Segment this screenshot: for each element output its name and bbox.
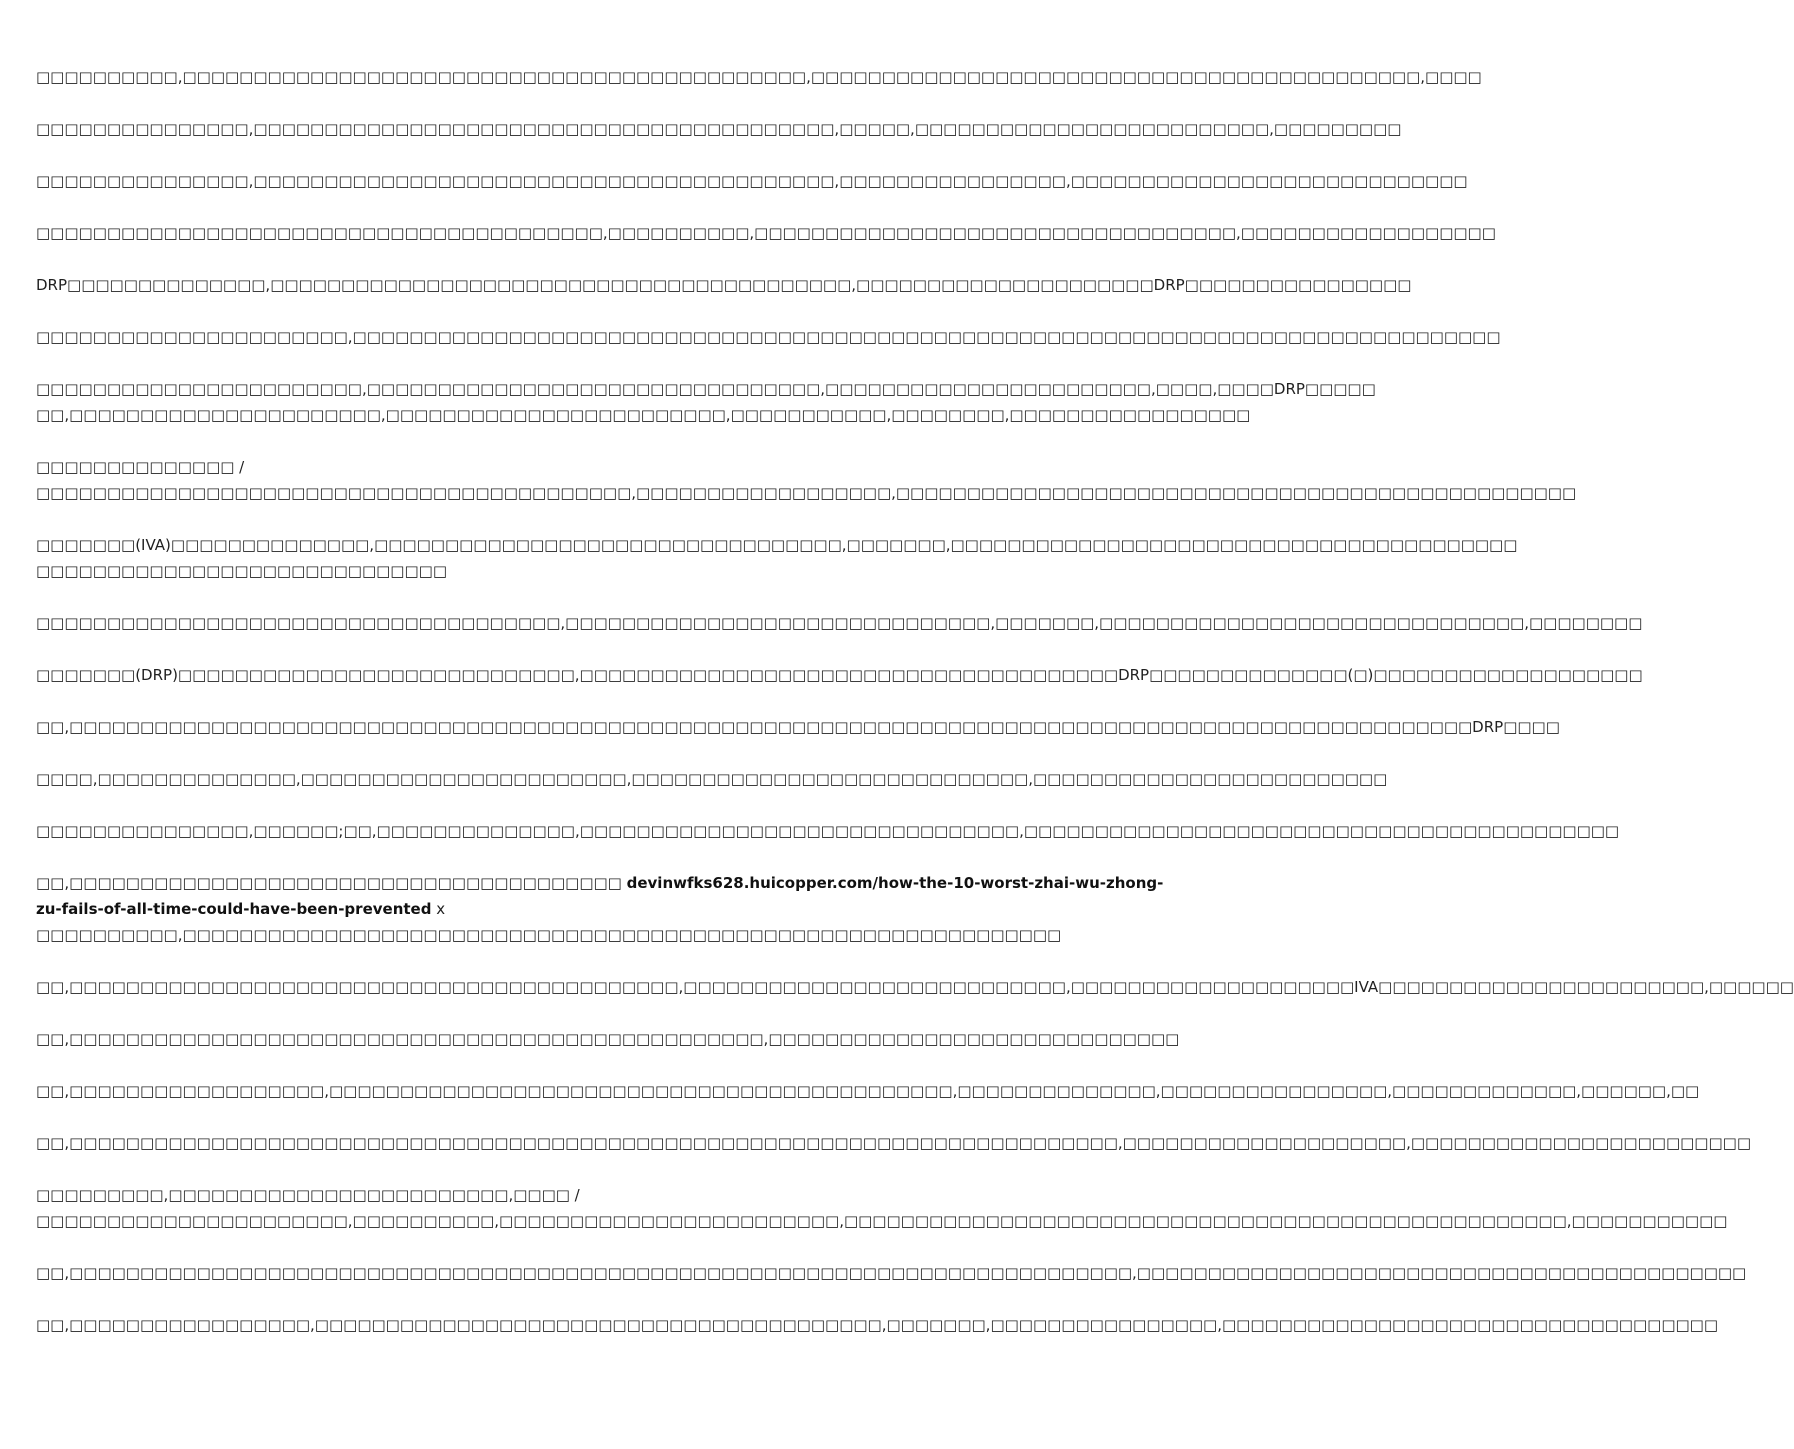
paragraph-line [36,766,1388,792]
paragraph [36,116,1402,142]
paragraph-line [36,116,1402,142]
article-body [36,64,1794,1364]
paragraph [36,610,1643,636]
paragraph-line [36,1312,1719,1338]
paragraph-line [36,532,1518,558]
text-run: □□□□□□□□□□□□□□□□□□□□□□□□□□□□□□□□□□□□□□□□,□□□□□□□□□□,□□□□□□□□□□□□□□□□□□□□□□□□□□□□□□□□□□,□□□□□□□□□□□□□□□□□□ [36,224,1496,242]
text-run: □□□□□□□□□□□□□□□□□□□□□□,□□□□□□□□□□,□□□□□□□□□□□□□□□□□□□□□□□□,□□□□□□□□□□□□□□□□□□□□□□□□□□□□□□□□□□□□□□□□□□□□□□□□□□□,□□□□□□□□□□□ [36,1212,1728,1230]
paragraph [36,220,1496,246]
text-run: □□,□□□□□□□□□□□□□□□□□□□□□□,□□□□□□□□□□□□□□□□□□□□□□□□,□□□□□□□□□□□,□□□□□□□□,□□□□□□□□□□□□□□□□□ [36,406,1251,424]
paragraph [36,168,1468,194]
text-run: □□,□□□□□□□□□□□□□□□□□,□□□□□□□□□□□□□□□□□□□□□□□□□□□□□□□□□□□□□□□□,□□□□□□□,□□□□□□□□□□□□□□□□,□□□□□□□□□□□□□□□□□□□□□□□□□□□□□□□□□□□ [36,1316,1719,1334]
paragraph-line [36,922,1062,948]
paragraph [36,64,1482,90]
paragraph-line [36,610,1643,636]
text-run: □□□□□□□□□□□□□□□,□□□□□□;□□,□□□□□□□□□□□□□□,□□□□□□□□□□□□□□□□□□□□□□□□□□□□□□□,□□□□□□□□□□□□□□□□□□□□□□□□□□□□□□□□□□□□□□□□□□ [36,822,1620,840]
text-run: □□□□□□□(DRP)□□□□□□□□□□□□□□□□□□□□□□□□□□□□,□□□□□□□□□□□□□□□□□□□□□□□□□□□□□□□□□□□□□□DRP□□□□□□□□□□□□□□(□)□□□□□□□□□□□□□□□□□□□ [36,666,1643,684]
paragraph [36,454,1577,506]
paragraph-line [36,1182,989,1208]
paragraph-line [36,662,1643,688]
paragraph-line [36,454,989,480]
paragraph [36,1260,1747,1286]
paragraph-line [36,870,1164,896]
text-run: □□□□□□□□□,□□□□□□□□□□□□□□□□□□□□□□□□,□□□□ / [36,1186,580,1204]
paragraph [36,324,1501,350]
text-run: □□□□□□□□□□□□□□□,□□□□□□□□□□□□□□□□□□□□□□□□□□□□□□□□□□□□□□□□□,□□□□□□□□□□□□□□□□,□□□□□□□□□□□□□□□□□□□□□□□□□□□□ [36,172,1468,190]
paragraph [36,974,1794,1000]
text-run: □□,□□□□□□□□□□□□□□□□□□□□□□□□□□□□□□□□□□□□□□□□□□□,□□□□□□□□□□□□□□□□□□□□□□□□□□□,□□□□□□□□□□□□□□□□□□□□IVA□□□□□□□□□□□□□□□□□□□□□□□,□□□□□□ [36,978,1794,996]
paragraph-line [36,64,1482,90]
paragraph-line [36,220,1496,246]
paragraph [36,272,1412,298]
paragraph [36,532,1518,584]
text-run: □□□□□□□□□□□□□□□□□□□□□□□□□□□□□ [36,562,447,580]
text-run: □□□□□□□□□□□□□□□□□□□□□□□□□□□□□□□□□□□□□,□□□□□□□□□□□□□□□□□□□□□□□□□□□□□□,□□□□□□□,□□□□□□□□□□□□□□□□□□□□□□□□□□□□□□,□□□□□□□□ [36,614,1643,632]
text-run: □□□□□□□□□□,□□□□□□□□□□□□□□□□□□□□□□□□□□□□□□□□□□□□□□□□□□□□□□□□□□□□□□□□□□□□□□ [36,926,1062,944]
paragraph [36,1182,1728,1234]
text-run: □□,□□□□□□□□□□□□□□□□□□□□□□□□□□□□□□□□□□□□□□□ [36,874,627,892]
paragraph [36,1312,1719,1338]
paragraph [36,714,1560,740]
text-run: □□□□,□□□□□□□□□□□□□□,□□□□□□□□□□□□□□□□□□□□□□□,□□□□□□□□□□□□□□□□□□□□□□□□□□□□,□□□□□□□□□□□□□□□□□□□□□□□□□ [36,770,1388,788]
paragraph-line [36,1078,1700,1104]
text-run: □□,□□□□□□□□□□□□□□□□□□□□□□□□□□□□□□□□□□□□□□□□□□□□□□□□□,□□□□□□□□□□□□□□□□□□□□□□□□□□□□□ [36,1030,1180,1048]
paragraph-line [36,1130,1751,1156]
paragraph-line [36,818,1620,844]
text-run: □□□□□□□(IVA)□□□□□□□□□□□□□□,□□□□□□□□□□□□□□□□□□□□□□□□□□□□□□□□□,□□□□□□□,□□□□□□□□□□□□□□□□□□□□□□□□□□□□□□□□□□□□□□□□ [36,536,1518,554]
paragraph [36,870,1164,948]
text-run: □□□□□□□□□□□□□□□□□□□□□□□,□□□□□□□□□□□□□□□□□□□□□□□□□□□□□□□□,□□□□□□□□□□□□□□□□□□□□□□□,□□□□,□□□□DRP□□□□□ [36,380,1376,398]
text-run: □□,□□□□□□□□□□□□□□□□□□□□□□□□□□□□□□□□□□□□□□□□□□□□□□□□□□□□□□□□□□□□□□□□□□□□□□□□□□□,□□□□□□□□□□□□□□□□□□□□□□□□□□□□□□□□□□□□□□□□□□□ [36,1264,1747,1282]
article-link[interactable]: zu-fails-of-all-time-could-have-been-prevented [36,900,432,918]
text-run: □□,□□□□□□□□□□□□□□□□□□□□□□□□□□□□□□□□□□□□□□□□□□□□□□□□□□□□□□□□□□□□□□□□□□□□□□□□□□,□□□□□□□□□□□□□□□□□□□□,□□□□□□□□□□□□□□□□□□□□□□□□ [36,1134,1751,1152]
text-run: □□,□□□□□□□□□□□□□□□□□□,□□□□□□□□□□□□□□□□□□□□□□□□□□□□□□□□□□□□□□□□□□□□,□□□□□□□□□□□□□□,□□□□□□□□□□□□□□□□,□□□□□□□□□□□□□,□□□□□□,□□ [36,1082,1700,1100]
text-run: □□,□□□□□□□□□□□□□□□□□□□□□□□□□□□□□□□□□□□□□□□□□□□□□□□□□□□□□□□□□□□□□□□□□□□□□□□□□□□□□□□□□□□□□□□□□□□□□□□□□□□DRP□□□□ [36,718,1560,736]
paragraph-line [36,376,1376,402]
paragraph-line [36,896,989,922]
paragraph-line [36,1260,1747,1286]
paragraph-line [36,324,1501,350]
text-run: □□□□□□□□□□□□□□ / [36,458,245,476]
paragraph-line [36,1026,1180,1052]
paragraph [36,662,1643,688]
paragraph [36,1130,1751,1156]
text-run: □□□□□□□□□□□□□□□□□□□□□□□□□□□□□□□□□□□□□□□□□□,□□□□□□□□□□□□□□□□□□,□□□□□□□□□□□□□□□□□□□□□□□□□□□□□□□□□□□□□□□□□□□□□□□□ [36,484,1577,502]
text-run: □□□□□□□□□□,□□□□□□□□□□□□□□□□□□□□□□□□□□□□□□□□□□□□□□□□□□□□,□□□□□□□□□□□□□□□□□□□□□□□□□□□□□□□□□□□□□□□□□□□,□□□□ [36,68,1482,86]
article-link[interactable]: devinwfks628.huicopper.com/how-the-10-worst-zhai-wu-zhong- [626,874,1164,892]
text-run: □□□□□□□□□□□□□□□□□□□□□□,□□□□□□□□□□□□□□□□□□□□□□□□□□□□□□□□□□□□□□□□□□□□□□□□□□□□□□□□□□□□□□□□□□□□□□□□□□□□□□□□□ [36,328,1501,346]
paragraph-line [36,402,1251,428]
text-run: x [431,900,446,918]
paragraph-line [36,558,989,584]
paragraph [36,818,1620,844]
paragraph [36,376,1376,428]
paragraph [36,1026,1180,1052]
text-run: □□□□□□□□□□□□□□□,□□□□□□□□□□□□□□□□□□□□□□□□□□□□□□□□□□□□□□□□□,□□□□□,□□□□□□□□□□□□□□□□□□□□□□□□□,□□□□□□□□□ [36,120,1402,138]
paragraph [36,1078,1700,1104]
paragraph-line [36,714,1560,740]
text-run: DRP□□□□□□□□□□□□□□,□□□□□□□□□□□□□□□□□□□□□□□□□□□□□□□□□□□□□□□□□,□□□□□□□□□□□□□□□□□□□□□DRP□□□□□□□□□□□□□□□□ [36,276,1412,294]
paragraph-line [36,272,1412,298]
paragraph [36,766,1388,792]
paragraph-line [36,480,1577,506]
paragraph-line [36,1208,1728,1234]
paragraph-line [36,974,1794,1000]
paragraph-line [36,168,1468,194]
